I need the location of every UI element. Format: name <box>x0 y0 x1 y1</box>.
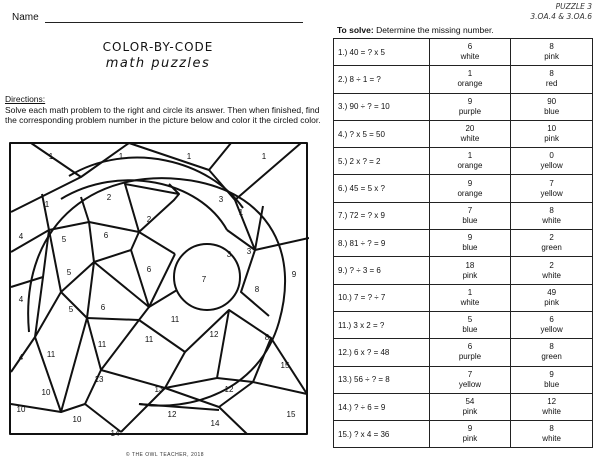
problem-question: 9.) ? ÷ 3 = 6 <box>334 257 430 284</box>
answer-option-a[interactable] <box>429 39 511 66</box>
answer-option-b[interactable] <box>511 366 593 393</box>
region-label[interactable]: 12 <box>224 385 234 394</box>
answer-option-a[interactable] <box>429 366 511 393</box>
region-label[interactable]: 10 <box>72 415 82 424</box>
problem-question: 11.) 3 x 2 = ? <box>334 311 430 338</box>
answer-option-b[interactable] <box>511 257 593 284</box>
answer-option-a[interactable] <box>429 148 511 175</box>
region-label[interactable]: 5 <box>66 268 72 277</box>
answer-color: yellow <box>458 379 482 389</box>
answer-color: yellow <box>540 161 563 171</box>
region-label[interactable]: 3 <box>246 247 252 256</box>
answer-option-b[interactable] <box>511 393 593 420</box>
answer-option-b[interactable] <box>511 148 593 175</box>
region-label[interactable]: 11 <box>97 340 107 349</box>
problem-row <box>334 202 593 229</box>
problem-question: 2.) 8 ÷ 1 = ? <box>334 66 430 93</box>
region-label[interactable]: 13 <box>94 375 104 384</box>
answer-option-b[interactable] <box>511 202 593 229</box>
answer-color: purple <box>458 352 482 362</box>
answer-number: 49 <box>547 287 557 297</box>
problem-row <box>334 175 593 202</box>
problem-question: 12.) 6 x ? = 48 <box>334 339 430 366</box>
answer-option-a[interactable] <box>429 421 511 448</box>
problem-question: 15.) ? x 4 = 36 <box>334 421 430 448</box>
answer-option-b[interactable] <box>511 175 593 202</box>
answer-number: 1 <box>467 287 473 297</box>
region-label[interactable]: 14 <box>110 429 120 437</box>
region-label[interactable]: 2 <box>146 215 152 224</box>
answer-option-a[interactable] <box>429 175 511 202</box>
answer-color: orange <box>457 188 483 198</box>
answer-color: blue <box>462 243 478 253</box>
region-label[interactable]: 4 <box>18 353 24 362</box>
answer-number: 12 <box>547 397 557 406</box>
problem-question: 3.) 90 ÷ ? = 10 <box>334 93 430 120</box>
answer-number: 5 <box>467 315 473 325</box>
name-row <box>12 12 303 23</box>
answer-option-b[interactable] <box>511 230 593 257</box>
problem-row <box>334 393 593 420</box>
region-label[interactable]: 1 <box>44 200 50 209</box>
answer-number: 2 <box>549 233 554 243</box>
answer-color: yellow <box>540 188 563 198</box>
region-label[interactable]: 1 <box>48 152 54 161</box>
region-label[interactable]: 5 <box>68 305 74 314</box>
region-label[interactable]: 2 <box>106 193 112 202</box>
problem-question: 7.) 72 = ? x 9 <box>334 202 430 229</box>
region-label[interactable]: 6 <box>100 303 106 312</box>
answer-color: pink <box>462 407 478 416</box>
answer-color: blue <box>462 215 478 225</box>
region-label[interactable]: 4 <box>18 295 24 304</box>
name-input-line[interactable] <box>45 13 303 23</box>
answer-number: 8 <box>549 424 554 434</box>
answer-option-a[interactable] <box>429 230 511 257</box>
region-label[interactable]: 6 <box>146 265 152 274</box>
answer-option-b[interactable] <box>511 39 593 66</box>
region-label[interactable]: 11 <box>170 315 180 324</box>
solve-text: Determine the missing number. <box>376 25 494 35</box>
region-label[interactable]: 1 <box>261 152 267 161</box>
problem-row <box>334 230 593 257</box>
region-label[interactable]: 12 <box>167 410 177 419</box>
name-label: Name <box>12 12 39 23</box>
answer-number: 90 <box>547 96 557 106</box>
answer-number: 20 <box>465 124 475 134</box>
answer-option-a[interactable] <box>429 93 511 120</box>
problem-row <box>334 421 593 448</box>
answer-number: 8 <box>549 69 554 79</box>
problem-question: 8.) 81 ÷ ? = 9 <box>334 230 430 257</box>
problem-question: 10.) 7 = ? ÷ 7 <box>334 284 430 311</box>
solve-heading <box>337 25 494 35</box>
problem-row <box>334 39 593 66</box>
answer-number: 8 <box>549 205 554 215</box>
answer-color: white <box>460 52 480 62</box>
problem-question: 5.) 2 x ? = 2 <box>334 148 430 175</box>
answer-color: blue <box>544 379 560 389</box>
puzzle-label: PUZZLE 3 <box>555 2 592 11</box>
answer-color: white <box>460 134 480 144</box>
answer-number: 7 <box>467 205 473 215</box>
coloring-picture[interactable] <box>9 142 309 442</box>
answer-color: pink <box>544 134 559 144</box>
region-label[interactable]: 8 <box>264 333 270 342</box>
answer-option-a[interactable] <box>429 202 511 229</box>
region-label[interactable]: 1 <box>186 152 192 161</box>
answer-number: 1 <box>467 69 473 79</box>
answer-color: green <box>541 243 562 253</box>
answer-number: 9 <box>467 233 473 243</box>
answer-option-a[interactable] <box>429 284 511 311</box>
answer-option-b[interactable] <box>511 311 593 338</box>
answer-option-b[interactable] <box>511 93 593 120</box>
problem-row <box>334 339 593 366</box>
problem-row <box>334 93 593 120</box>
answer-color: pink <box>462 270 478 280</box>
answer-option-a[interactable] <box>429 339 511 366</box>
answer-option-a[interactable] <box>429 311 511 338</box>
answer-number: 8 <box>549 342 554 352</box>
region-label[interactable]: 10 <box>16 405 26 414</box>
title-line-2: math puzzles <box>105 56 211 71</box>
region-label[interactable]: 5 <box>61 235 67 244</box>
answer-number: 54 <box>465 397 475 406</box>
answer-number: 0 <box>549 151 554 161</box>
answer-color: red <box>545 79 558 89</box>
problem-row <box>334 366 593 393</box>
worksheet-title <box>58 40 258 71</box>
answer-option-b[interactable] <box>511 120 593 147</box>
answer-number: 1 <box>467 151 473 161</box>
answer-color: white <box>542 270 561 280</box>
region-label[interactable]: 7 <box>201 275 207 284</box>
answer-number: 18 <box>465 260 475 270</box>
answer-option-b[interactable] <box>511 284 593 311</box>
title-line-1: COLOR-BY-CODE <box>102 40 214 54</box>
region-label[interactable]: 12 <box>209 330 219 339</box>
region-label[interactable]: 6 <box>103 231 109 240</box>
standard-label: 3.OA.4 & 3.OA.6 <box>530 12 592 21</box>
problem-row <box>334 120 593 147</box>
problem-row <box>334 66 593 93</box>
answer-number: 7 <box>549 178 554 188</box>
answer-number: 7 <box>467 369 473 379</box>
answer-number: 10 <box>547 124 557 134</box>
answer-color: purple <box>458 106 482 116</box>
answer-color: pink <box>462 434 478 444</box>
region-label[interactable]: 1 <box>118 152 124 161</box>
answer-number: 8 <box>549 42 554 52</box>
problem-question: 14.) ? ÷ 6 = 9 <box>334 393 430 420</box>
problems-table <box>333 38 593 448</box>
answer-number: 9 <box>467 424 473 434</box>
answer-number: 6 <box>549 315 554 325</box>
region-label[interactable]: 11 <box>46 350 56 359</box>
answer-option-a[interactable] <box>429 257 511 284</box>
answer-option-a[interactable] <box>429 120 511 147</box>
answer-color: orange <box>457 79 483 89</box>
answer-color: blue <box>544 106 560 116</box>
problem-row <box>334 148 593 175</box>
region-label[interactable]: 4 <box>18 232 24 241</box>
problem-question: 4.) ? x 5 = 50 <box>334 120 430 147</box>
region-label[interactable]: 13 <box>154 385 164 394</box>
answer-option-b[interactable] <box>511 421 593 448</box>
region-label[interactable]: 1 <box>238 208 244 217</box>
answer-color: white <box>460 297 480 307</box>
region-label[interactable]: 3 <box>226 250 232 259</box>
region-label[interactable]: 3 <box>218 195 224 204</box>
region-label[interactable]: 11 <box>144 335 154 344</box>
region-label[interactable]: 15 <box>280 361 290 370</box>
answer-color: yellow <box>540 325 563 335</box>
region-label[interactable]: 14 <box>210 419 220 428</box>
solve-label: To solve: <box>337 25 374 35</box>
answer-color: white <box>542 407 561 416</box>
directions-text: Solve each math problem to the right and circle its answer. Then when finished, find the corresponding problem number in the picture below and color it the circled color. <box>5 104 321 125</box>
problem-question: 1.) 40 = ? x 5 <box>334 39 430 66</box>
problem-row <box>334 311 593 338</box>
problem-row <box>334 284 593 311</box>
coloring-picture-svg[interactable] <box>9 142 309 437</box>
answer-color: orange <box>457 161 483 171</box>
answer-number: 9 <box>549 369 554 379</box>
answer-number: 6 <box>467 42 473 52</box>
answer-color: white <box>542 215 561 225</box>
footer-copyright: © THE OWL TEACHER, 2018 <box>125 452 205 458</box>
answer-option-a[interactable] <box>429 66 511 93</box>
answer-color: pink <box>544 297 559 307</box>
answer-number: 2 <box>549 260 554 270</box>
answer-number: 9 <box>467 178 473 188</box>
region-label[interactable]: 9 <box>291 270 297 279</box>
problem-question: 6.) 45 = 5 x ? <box>334 175 430 202</box>
answer-option-a[interactable] <box>429 393 511 420</box>
answer-color: green <box>541 352 562 362</box>
answer-color: white <box>542 434 561 444</box>
directions-heading: Directions: <box>5 94 46 104</box>
puzzle-meta <box>530 2 592 22</box>
answer-color: blue <box>462 325 478 335</box>
problem-row <box>334 257 593 284</box>
answer-number: 9 <box>467 96 473 106</box>
answer-color: pink <box>544 52 559 62</box>
answer-number: 6 <box>467 342 473 352</box>
region-label[interactable]: 10 <box>41 388 51 397</box>
answer-option-b[interactable] <box>511 339 593 366</box>
region-label[interactable]: 15 <box>286 410 296 419</box>
directions <box>5 94 323 126</box>
problem-question: 13.) 56 ÷ ? = 8 <box>334 366 430 393</box>
answer-option-b[interactable] <box>511 66 593 93</box>
region-label[interactable]: 8 <box>254 285 260 294</box>
